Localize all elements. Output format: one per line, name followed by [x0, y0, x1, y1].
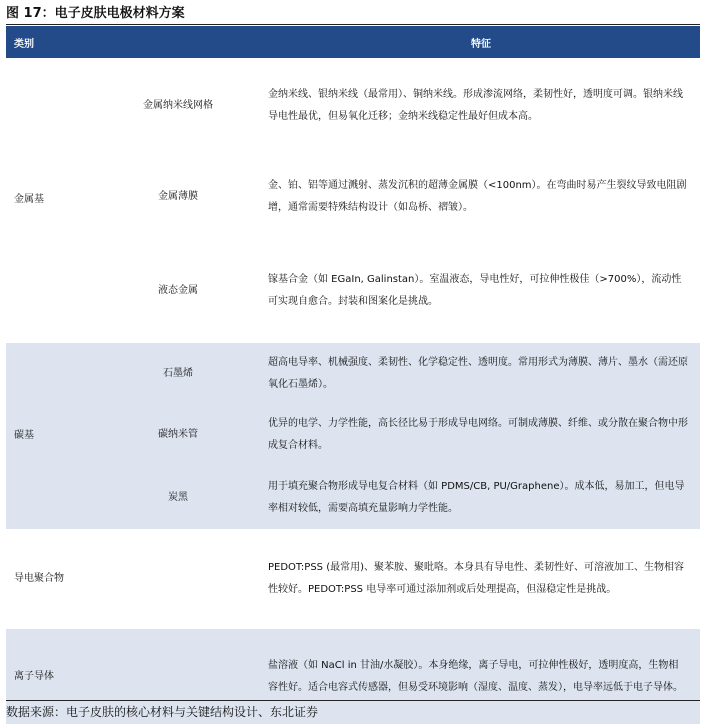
header-category: 类别	[6, 26, 94, 58]
feature-cell: 超高电导率、机械强度、柔韧性、化学稳定性、透明度。常用形式为薄膜、薄片、墨水（需还原氧化石墨烯）。	[262, 342, 700, 404]
source-note: 数据来源：电子皮肤的核心材料与关键结构设计、东北证券	[6, 700, 700, 723]
subcategory-cell	[94, 530, 262, 628]
feature-cell: 优异的电学、力学性能，高长径比易于形成导电网络。可制成薄膜、纤维、或分散在聚合物中形成复合材料。	[262, 404, 700, 466]
materials-table-container	[6, 26, 700, 724]
subcategory-cell: 液态金属	[94, 240, 262, 342]
category-cell: 离子导体	[6, 628, 94, 724]
electrode-materials-table	[6, 26, 700, 724]
subcategory-cell: 碳纳米管	[94, 404, 262, 466]
table-row	[6, 154, 700, 240]
category-cell: 导电聚合物	[6, 530, 94, 628]
table-row	[6, 342, 700, 404]
table-row	[6, 240, 700, 342]
feature-cell: 金纳米线、银纳米线（最常用）、铜纳米线。形成渗流网络，柔韧性好，透明度可调。银纳米线导电性最优，但易氧化迁移；金纳米线稳定性最好但成本高。	[262, 58, 700, 154]
feature-cell: 镓基合金（如 EGaIn, Galinstan）。室温液态，导电性好，可拉伸性极佳（>700%），流动性可实现自愈合。封装和图案化是挑战。	[262, 240, 700, 342]
category-cell: 金属基	[6, 58, 94, 342]
table-row	[6, 58, 700, 154]
feature-cell: PEDOT:PSS (最常用)、聚苯胺、聚吡咯。本身具有导电性、柔韧性好、可溶液加工、生物相容性较好。PEDOT:PSS 电导率可通过添加剂或后处理提高，但湿稳定性是挑战。	[262, 530, 700, 628]
subcategory-cell: 金属纳米线网格	[94, 58, 262, 154]
table-header-row	[6, 26, 700, 58]
header-feature: 特征	[262, 26, 700, 58]
feature-cell: 盐溶液（如 NaCl in 甘油/水凝胶）。本身绝缘，离子导电，可拉伸性极好，透明度高，生物相容性好。适合电容式传感器，但易受环境影响（湿度、温度、蒸发），电导率远低于电子导体。	[262, 628, 700, 724]
figure-title: 图 17：电子皮肤电极材料方案	[6, 4, 700, 25]
subcategory-cell: 炭黑	[94, 466, 262, 530]
feature-cell: 金、铂、铝等通过溅射、蒸发沉积的超薄金属膜（<100nm）。在弯曲时易产生裂纹导致电阻剧增，通常需要特殊结构设计（如岛桥、褶皱）。	[262, 154, 700, 240]
table-row	[6, 466, 700, 530]
table-row	[6, 530, 700, 628]
header-subcategory	[94, 26, 262, 58]
subcategory-cell: 石墨烯	[94, 342, 262, 404]
subcategory-cell: 金属薄膜	[94, 154, 262, 240]
category-cell: 碳基	[6, 342, 94, 530]
feature-cell: 用于填充聚合物形成导电复合材料（如 PDMS/CB, PU/Graphene）。成本低，易加工，但电导率相对较低，需要高填充量影响力学性能。	[262, 466, 700, 530]
table-row	[6, 404, 700, 466]
